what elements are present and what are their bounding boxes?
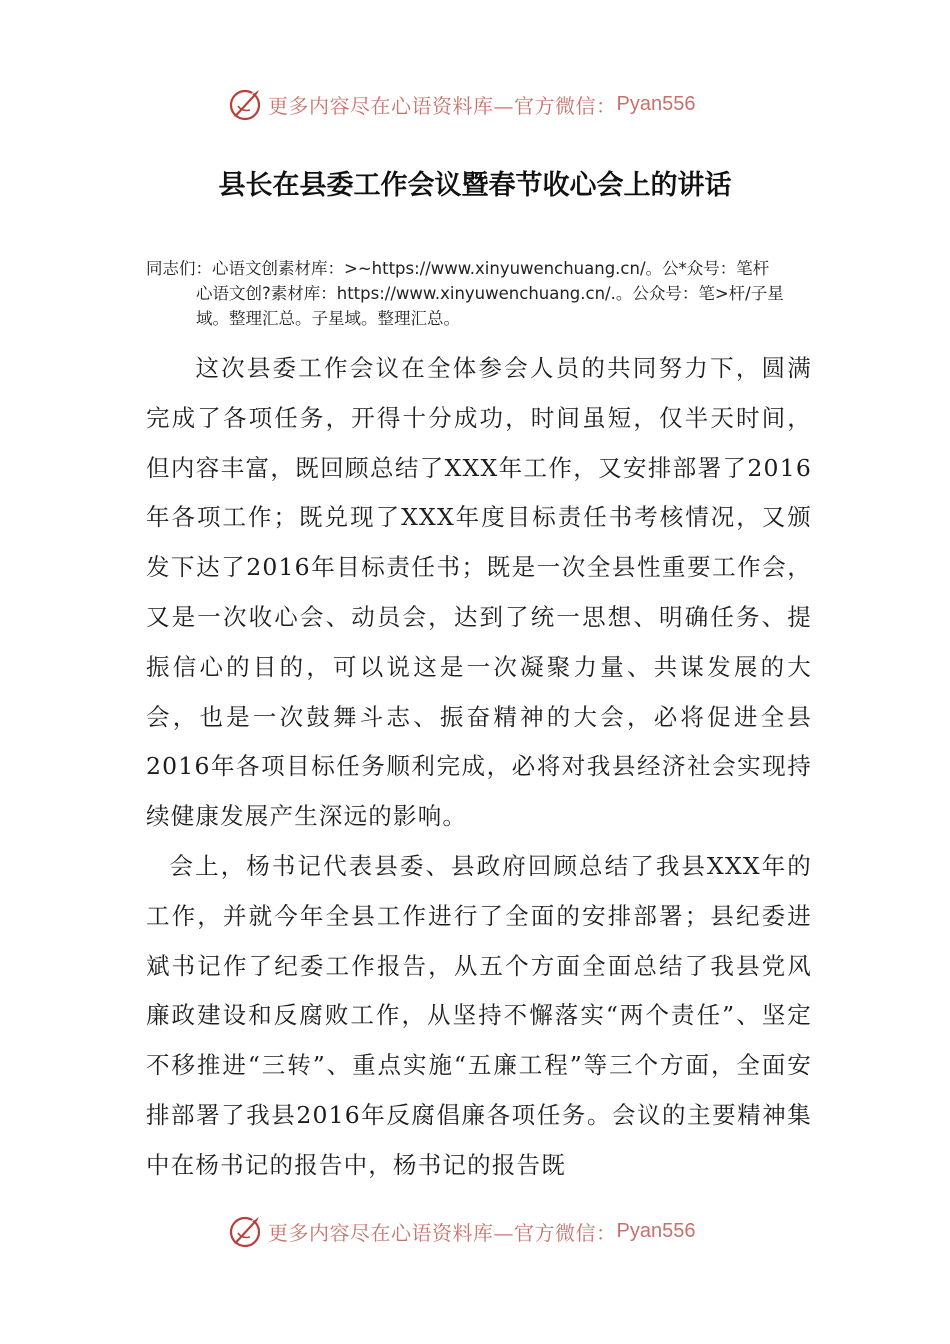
banner-wechat-id: Pyan556: [616, 1219, 696, 1242]
banner-text: 更多内容尽在心语资料库—官方微信：: [268, 1220, 617, 1245]
document-body: [146, 344, 812, 1191]
footer-banner: [228, 1211, 728, 1251]
salutation-block: [146, 256, 806, 331]
banner-text: 更多内容尽在心语资料库—官方微信：: [268, 93, 617, 118]
quill-logo-icon: [228, 86, 264, 122]
salutation-line: 同志们：心语文创素材库：>~https://www.xinyuwenchuang.cn/。公*众号：笔杆: [146, 259, 770, 278]
quill-logo-icon: [228, 1213, 264, 1249]
paragraph-2: 会上，杨书记代表县委、县政府回顾总结了我县XXX年的工作，并就今年全县工作进行了全面的安排部署；县纪委进斌书记作了纪委工作报告，从五个方面全面总结了我县党风廉政建设和反腐败工作，从坚持不懈落实“两个责任”、坚定不移推进“三转”、重点实施“五廉工程”等三个方面，全面安排部署了我县2016年反腐倡廉各项任务。会议的主要精神集中在杨书记的报告中，杨书记的报告既: [146, 851, 812, 1179]
document-title: 县长在县委工作会议暨春节收心会上的讲话: [218, 170, 732, 201]
header-banner: [228, 84, 728, 124]
paragraph-1: 这次县委工作会议在全体参会人员的共同努力下，圆满完成了各项任务，开得十分成功，时间虽短，仅半天时间，但内容丰富，既回顾总结了XXX年工作，又安排部署了2016年各项工作；既兑现了XXX年度目标责任书考核情况，又颁发下达了2016年目标责任书；既是一次全县性重要工作会，又是一次收心会、动员会，达到了统一思想、明确任务、提振信心的目的，可以说这是一次凝聚力量、共谋发展的大会，也是一次鼓舞斗志、振奋精神的大会，必将促进全县2016年各项目标任务顺利完成，必将对我县经济社会实现持续健康发展产生深远的影响。: [146, 354, 812, 831]
salutation-continuation: 心语文创?素材库：https://www.xinyuwenchuang.cn/.。公众号：笔>杆/子星域。整理汇总。子星域。整理汇总。: [196, 284, 784, 328]
banner-wechat-id: Pyan556: [616, 92, 696, 115]
